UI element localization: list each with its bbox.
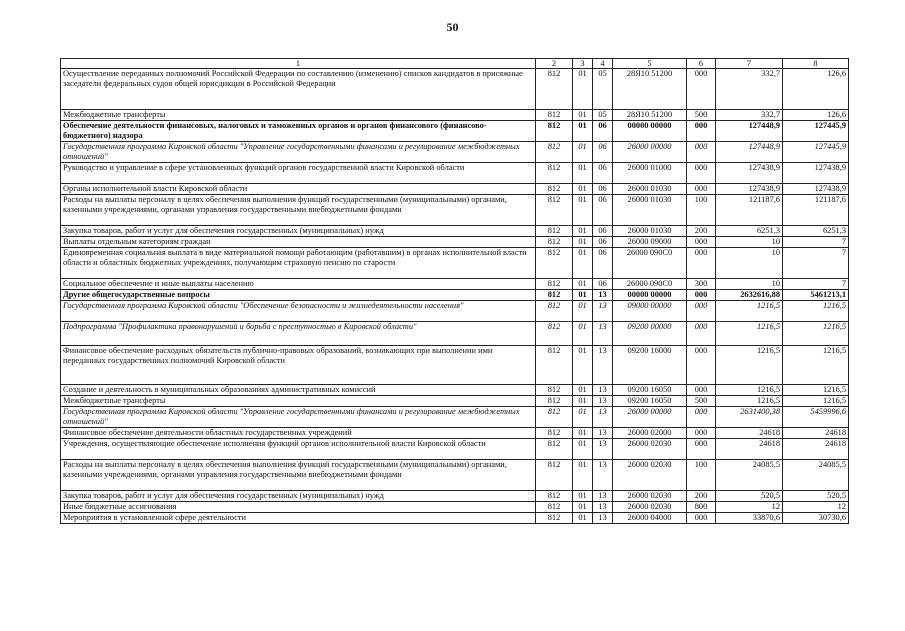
cell-target-article: 26000 02030	[613, 460, 687, 491]
cell-subsection: 05	[593, 110, 613, 121]
cell-subsection: 06	[593, 237, 613, 248]
column-header: 2	[536, 59, 573, 69]
row-name: Создание и деятельность в муниципальных образованиях административных комиссий	[61, 385, 536, 396]
cell-ministry-code: 812	[536, 513, 573, 524]
cell-section: 01	[573, 184, 593, 195]
row-name: Социальное обеспечение и иные выплаты населению	[61, 279, 536, 290]
cell-amount-2: 127438,9	[783, 163, 849, 184]
cell-section: 01	[573, 110, 593, 121]
table-row	[61, 491, 849, 502]
cell-section: 01	[573, 385, 593, 396]
cell-expense-type: 000	[687, 385, 716, 396]
row-name: Учреждения, осуществляющие обеспечение исполнения функций органов исполнительной власти Кировской области	[61, 439, 536, 460]
cell-amount-1: 1216,5	[716, 385, 783, 396]
table-row	[61, 237, 849, 248]
cell-expense-type: 000	[687, 248, 716, 279]
table-row	[61, 163, 849, 184]
cell-expense-type: 000	[687, 121, 716, 142]
cell-section: 01	[573, 460, 593, 491]
table-row	[61, 407, 849, 428]
cell-ministry-code: 812	[536, 121, 573, 142]
cell-subsection: 06	[593, 121, 613, 142]
cell-section: 01	[573, 142, 593, 163]
cell-subsection: 13	[593, 290, 613, 301]
cell-section: 01	[573, 322, 593, 346]
cell-amount-1: 1216,5	[716, 346, 783, 385]
cell-amount-1: 24085,5	[716, 460, 783, 491]
row-name: Расходы на выплаты персоналу в целях обеспечения выполнения функций государственными (муниципальными) органами, казенными учреждениями, органами управления государственными внебюджетными фондами	[61, 195, 536, 226]
cell-subsection: 06	[593, 248, 613, 279]
cell-amount-2: 127445,9	[783, 121, 849, 142]
cell-amount-2: 1216,5	[783, 385, 849, 396]
cell-amount-1: 520,5	[716, 491, 783, 502]
cell-ministry-code: 812	[536, 163, 573, 184]
cell-ministry-code: 812	[536, 69, 573, 110]
cell-amount-1: 1216,5	[716, 322, 783, 346]
column-header: 6	[687, 59, 716, 69]
cell-ministry-code: 812	[536, 439, 573, 460]
cell-target-article: 09200 00000	[613, 322, 687, 346]
page-number: 50	[446, 20, 459, 34]
cell-amount-1: 24618	[716, 439, 783, 460]
cell-ministry-code: 812	[536, 184, 573, 195]
cell-subsection: 13	[593, 513, 613, 524]
cell-amount-1: 332,7	[716, 69, 783, 110]
row-name: Межбюджетные трансферты	[61, 110, 536, 121]
cell-target-article: 26000 02000	[613, 428, 687, 439]
row-name: Подпрограмма "Профилактика правонарушений и борьба с преступностью в Кировской области"	[61, 322, 536, 346]
cell-amount-2: 127438,9	[783, 184, 849, 195]
row-name: Мероприятия в установленной сфере деятельности	[61, 513, 536, 524]
table-row	[61, 121, 849, 142]
cell-amount-2: 24618	[783, 428, 849, 439]
row-name: Органы исполнительной власти Кировской области	[61, 184, 536, 195]
cell-expense-type: 000	[687, 290, 716, 301]
table-row	[61, 502, 849, 513]
row-name: Руководство и управление в сфере установленных функций органов государственной власти Кировской области	[61, 163, 536, 184]
cell-amount-2: 126,6	[783, 110, 849, 121]
row-name: Обеспечение деятельности финансовых, налоговых и таможенных органов и органов финансового (финансово-бюджетного) надзора	[61, 121, 536, 142]
header-row	[61, 59, 849, 69]
column-header: 5	[613, 59, 687, 69]
cell-target-article: 26000 01000	[613, 163, 687, 184]
table-row	[61, 428, 849, 439]
cell-amount-1: 6251,3	[716, 226, 783, 237]
cell-amount-1: 121187,6	[716, 195, 783, 226]
table-row	[61, 385, 849, 396]
cell-ministry-code: 812	[536, 248, 573, 279]
cell-section: 01	[573, 195, 593, 226]
cell-expense-type: 000	[687, 237, 716, 248]
row-name: Другие общегосударственные вопросы	[61, 290, 536, 301]
cell-subsection: 13	[593, 428, 613, 439]
cell-amount-2: 1216,5	[783, 346, 849, 385]
cell-section: 01	[573, 491, 593, 502]
cell-subsection: 13	[593, 322, 613, 346]
cell-section: 01	[573, 279, 593, 290]
cell-target-article: 00000 00000	[613, 290, 687, 301]
cell-amount-1: 10	[716, 279, 783, 290]
cell-target-article: 00000 00000	[613, 121, 687, 142]
cell-amount-1: 24618	[716, 428, 783, 439]
cell-amount-2: 1216,5	[783, 322, 849, 346]
cell-subsection: 13	[593, 407, 613, 428]
cell-section: 01	[573, 428, 593, 439]
table-row	[61, 290, 849, 301]
cell-target-article: 28Я10 51200	[613, 110, 687, 121]
cell-amount-2: 24085,5	[783, 460, 849, 491]
cell-ministry-code: 812	[536, 385, 573, 396]
cell-ministry-code: 812	[536, 195, 573, 226]
cell-amount-2: 121187,6	[783, 195, 849, 226]
table-row	[61, 396, 849, 407]
cell-amount-2: 7	[783, 279, 849, 290]
cell-ministry-code: 812	[536, 290, 573, 301]
cell-expense-type: 300	[687, 279, 716, 290]
cell-section: 01	[573, 237, 593, 248]
cell-target-article: 26000 02030	[613, 439, 687, 460]
cell-amount-1: 127438,9	[716, 184, 783, 195]
row-name: Единовременная социальная выплата в виде материальной помощи работающим (работавшим) в органах исполнительной власти области и областных бюджетных учреждениях, получающим страховую пенсию по старости	[61, 248, 536, 279]
cell-ministry-code: 812	[536, 407, 573, 428]
cell-ministry-code: 812	[536, 460, 573, 491]
cell-amount-1: 10	[716, 248, 783, 279]
cell-subsection: 06	[593, 163, 613, 184]
table-row	[61, 460, 849, 491]
cell-section: 01	[573, 69, 593, 110]
table-row	[61, 248, 849, 279]
cell-target-article: 09200 16050	[613, 385, 687, 396]
table-row	[61, 142, 849, 163]
table-row	[61, 322, 849, 346]
cell-target-article: 26000 00000	[613, 142, 687, 163]
cell-amount-2: 24618	[783, 439, 849, 460]
cell-amount-2: 12	[783, 502, 849, 513]
cell-ministry-code: 812	[536, 110, 573, 121]
cell-expense-type: 000	[687, 163, 716, 184]
cell-expense-type: 000	[687, 513, 716, 524]
cell-expense-type: 000	[687, 439, 716, 460]
cell-target-article: 26000 04000	[613, 513, 687, 524]
cell-subsection: 06	[593, 279, 613, 290]
cell-section: 01	[573, 290, 593, 301]
table-row	[61, 301, 849, 322]
cell-target-article: 26000 01030	[613, 184, 687, 195]
cell-subsection: 13	[593, 346, 613, 385]
cell-expense-type: 000	[687, 69, 716, 110]
cell-expense-type: 000	[687, 322, 716, 346]
cell-subsection: 13	[593, 491, 613, 502]
cell-subsection: 13	[593, 301, 613, 322]
cell-amount-2: 7	[783, 248, 849, 279]
cell-section: 01	[573, 513, 593, 524]
cell-expense-type: 200	[687, 226, 716, 237]
cell-ministry-code: 812	[536, 279, 573, 290]
cell-amount-1: 10	[716, 237, 783, 248]
cell-expense-type: 000	[687, 142, 716, 163]
table-row	[61, 195, 849, 226]
cell-ministry-code: 812	[536, 396, 573, 407]
cell-amount-2: 127445,9	[783, 142, 849, 163]
cell-target-article: 26000 090С0	[613, 279, 687, 290]
cell-section: 01	[573, 248, 593, 279]
cell-subsection: 13	[593, 396, 613, 407]
table-row	[61, 279, 849, 290]
table-row	[61, 110, 849, 121]
cell-target-article: 26000 02030	[613, 491, 687, 502]
cell-amount-1: 2631400,38	[716, 407, 783, 428]
cell-expense-type: 000	[687, 428, 716, 439]
cell-target-article: 26000 01030	[613, 226, 687, 237]
cell-amount-2: 520,5	[783, 491, 849, 502]
row-name: Государственная программа Кировской области "Управление государственными финансами и регулирование межбюджетных отношений"	[61, 142, 536, 163]
cell-section: 01	[573, 121, 593, 142]
row-name: Межбюджетные трансферты	[61, 396, 536, 407]
row-name: Финансовое обеспечение деятельности областных государственных учреждений	[61, 428, 536, 439]
cell-expense-type: 000	[687, 346, 716, 385]
cell-amount-2: 1216,5	[783, 301, 849, 322]
cell-ministry-code: 812	[536, 491, 573, 502]
column-header: 7	[716, 59, 783, 69]
cell-amount-2: 1216,5	[783, 396, 849, 407]
cell-target-article: 09200 16000	[613, 346, 687, 385]
cell-target-article: 26000 01030	[613, 195, 687, 226]
cell-subsection: 06	[593, 195, 613, 226]
cell-amount-2: 5459996,6	[783, 407, 849, 428]
cell-amount-1: 33870,6	[716, 513, 783, 524]
cell-amount-1: 1216,5	[716, 396, 783, 407]
cell-expense-type: 200	[687, 491, 716, 502]
table-row	[61, 346, 849, 385]
cell-subsection: 05	[593, 69, 613, 110]
cell-subsection: 06	[593, 184, 613, 195]
cell-amount-2: 7	[783, 237, 849, 248]
cell-ministry-code: 812	[536, 502, 573, 513]
row-name: Выплаты отдельным категориям граждан	[61, 237, 536, 248]
row-name: Осуществление переданных полномочий Российской Федерации по составлению (изменению) списков кандидатов в присяжные заседатели федеральных судов общей юрисдикции в Российской Федерации	[61, 69, 536, 110]
cell-section: 01	[573, 407, 593, 428]
cell-ministry-code: 812	[536, 237, 573, 248]
cell-ministry-code: 812	[536, 428, 573, 439]
cell-section: 01	[573, 163, 593, 184]
cell-section: 01	[573, 346, 593, 385]
column-header: 1	[61, 59, 536, 69]
budget-table	[60, 58, 849, 524]
row-name: Государственная программа Кировской области "Управление государственными финансами и регулирование межбюджетных отношений"	[61, 407, 536, 428]
cell-expense-type: 000	[687, 184, 716, 195]
cell-section: 01	[573, 396, 593, 407]
cell-amount-2: 5461213,1	[783, 290, 849, 301]
cell-subsection: 13	[593, 385, 613, 396]
cell-subsection: 06	[593, 142, 613, 163]
cell-subsection: 13	[593, 502, 613, 513]
cell-section: 01	[573, 226, 593, 237]
cell-ministry-code: 812	[536, 301, 573, 322]
row-name: Расходы на выплаты персоналу в целях обеспечения выполнения функций государственными (муниципальными) органами, казенными учреждениями, органами управления государственными внебюджетными фондами	[61, 460, 536, 491]
cell-target-article: 09200 16050	[613, 396, 687, 407]
cell-section: 01	[573, 439, 593, 460]
cell-expense-type: 500	[687, 396, 716, 407]
cell-section: 01	[573, 301, 593, 322]
cell-amount-1: 2632616,88	[716, 290, 783, 301]
cell-subsection: 06	[593, 226, 613, 237]
cell-amount-1: 127448,9	[716, 121, 783, 142]
cell-amount-1: 1216,5	[716, 301, 783, 322]
cell-target-article: 26000 09000	[613, 237, 687, 248]
table-row	[61, 513, 849, 524]
table-row	[61, 69, 849, 110]
cell-ministry-code: 812	[536, 346, 573, 385]
row-name: Закупка товаров, работ и услуг для обеспечения государственных (муниципальных) нужд	[61, 226, 536, 237]
cell-amount-1: 12	[716, 502, 783, 513]
cell-expense-type: 800	[687, 502, 716, 513]
cell-section: 01	[573, 502, 593, 513]
row-name: Государственная программа Кировской области "Обеспечение безопасности и жизнедеятельности населения"	[61, 301, 536, 322]
cell-amount-2: 30730,6	[783, 513, 849, 524]
cell-subsection: 13	[593, 439, 613, 460]
column-header: 4	[593, 59, 613, 69]
column-header: 8	[783, 59, 849, 69]
cell-target-article: 26000 090С0	[613, 248, 687, 279]
cell-ministry-code: 812	[536, 226, 573, 237]
table-row	[61, 439, 849, 460]
cell-expense-type: 100	[687, 195, 716, 226]
cell-amount-2: 126,6	[783, 69, 849, 110]
cell-expense-type: 000	[687, 301, 716, 322]
cell-target-article: 26000 02030	[613, 502, 687, 513]
column-header: 3	[573, 59, 593, 69]
cell-amount-1: 332,7	[716, 110, 783, 121]
cell-expense-type: 100	[687, 460, 716, 491]
cell-ministry-code: 812	[536, 142, 573, 163]
cell-ministry-code: 812	[536, 322, 573, 346]
table-row	[61, 226, 849, 237]
cell-subsection: 13	[593, 460, 613, 491]
row-name: Закупка товаров, работ и услуг для обеспечения государственных (муниципальных) нужд	[61, 491, 536, 502]
row-name: Финансовое обеспечение расходных обязательств публично-правовых образований, возникающих при выполнении ими переданных государственных полномочий Кировской области	[61, 346, 536, 385]
cell-amount-1: 127438,9	[716, 163, 783, 184]
cell-target-article: 26000 00000	[613, 407, 687, 428]
cell-amount-2: 6251,3	[783, 226, 849, 237]
row-name: Иные бюджетные ассигнования	[61, 502, 536, 513]
cell-expense-type: 000	[687, 407, 716, 428]
cell-target-article: 28Я10 51200	[613, 69, 687, 110]
cell-amount-1: 127448,9	[716, 142, 783, 163]
table-row	[61, 184, 849, 195]
cell-expense-type: 500	[687, 110, 716, 121]
cell-target-article: 09000 00000	[613, 301, 687, 322]
